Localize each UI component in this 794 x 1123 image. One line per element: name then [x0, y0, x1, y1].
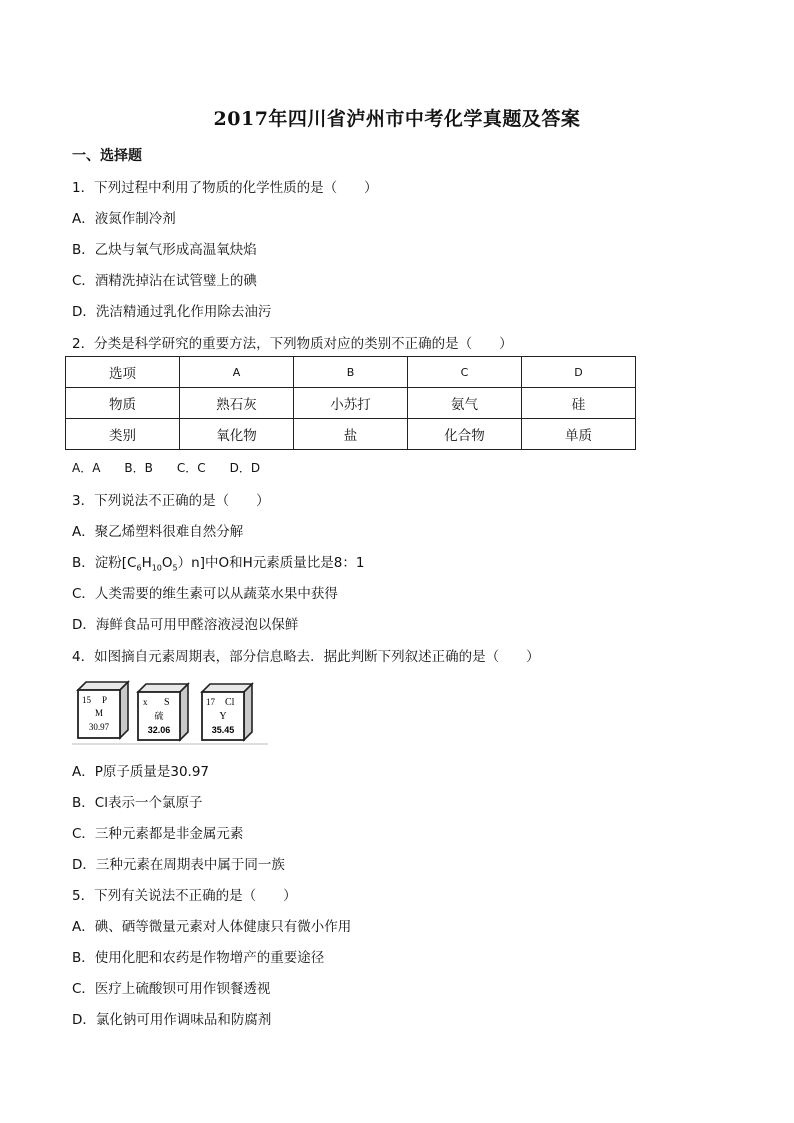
- q4-option-c: C．三种元素都是非金属元素: [72, 826, 244, 842]
- q3-option-b: [72, 551, 364, 573]
- cube-atomic-number: 17: [206, 697, 215, 707]
- q1-option-d: D．洗洁精通过乳化作用除去油污: [72, 304, 272, 320]
- q5-option-c: C．医疗上硫酸钡可用作钡餐透视: [72, 981, 271, 997]
- table-cell: D: [522, 357, 636, 388]
- table-cell: 小苏打: [294, 388, 408, 419]
- table-cell: 硅: [522, 388, 636, 419]
- subscript: 10: [151, 563, 162, 573]
- table-cell: 氨气: [408, 388, 522, 419]
- table-cell: 物质: [66, 388, 180, 419]
- formula-element: H: [141, 555, 152, 571]
- page-title: 2017年四川省泸州市中考化学真题及答案: [213, 108, 581, 130]
- q4-option-a: A．P原子质量是30.97: [72, 764, 210, 780]
- cube-name: 硫: [154, 712, 164, 722]
- q1-option-a: A．液氮作制冷剂: [72, 211, 176, 227]
- cube-symbol: Cl: [225, 697, 235, 708]
- q4-option-b: B．Cl表示一个氯原子: [72, 795, 203, 811]
- table-cell: 氧化物: [180, 419, 294, 450]
- table-cell: B: [294, 357, 408, 388]
- q2-stem: 2．分类是科学研究的重要方法，下列物质对应的类别不正确的是（ ）: [72, 336, 513, 352]
- formula-element: O: [161, 555, 173, 571]
- table-header-row: [66, 357, 636, 388]
- q5-option-a: A．碘、硒等微量元素对人体健康只有微小作用: [72, 919, 352, 935]
- q1-option-c: C．酒精洗掉沾在试管璧上的碘: [72, 273, 257, 289]
- cube-mass: 35.45: [211, 725, 235, 735]
- q3-stem: 3．下列说法不正确的是（ ）: [72, 493, 270, 509]
- table-cell: 化合物: [408, 419, 522, 450]
- q5-stem: 5．下列有关说法不正确的是（ ）: [72, 888, 297, 904]
- q2-answer-choices: A．A B．B C．C D．D: [72, 461, 261, 475]
- q5-option-d: D．氯化钠可用作调味品和防腐剂: [72, 1012, 272, 1028]
- q3-option-b-suffix: ）n]中O和H元素质量比是8：1: [177, 555, 365, 571]
- subscript: 6: [136, 563, 142, 573]
- q3-option-d: D．海鲜食品可用甲醛溶液浸泡以保鲜: [72, 617, 299, 633]
- subscript: 5: [172, 563, 178, 573]
- q1-stem: 1．下列过程中利用了物质的化学性质的是（ ）: [72, 180, 378, 196]
- table-cell: 选项: [66, 357, 180, 388]
- cube-symbol: S: [164, 697, 170, 708]
- q4-stem: 4．如图摘自元素周期表，部分信息略去．据此判断下列叙述正确的是（ ）: [72, 649, 540, 665]
- cube-atomic-number: x: [143, 697, 148, 707]
- q5-option-b: B．使用化肥和农药是作物增产的重要途径: [72, 950, 325, 966]
- table-cell: 盐: [294, 419, 408, 450]
- classification-table: [65, 356, 636, 450]
- table-cell: 熟石灰: [180, 388, 294, 419]
- table-cell: A: [180, 357, 294, 388]
- periodic-table-cubes-figure: [72, 678, 268, 748]
- element-cube-p: [78, 682, 128, 738]
- cube-name: Y: [219, 711, 227, 722]
- q3-option-c: C．人类需要的维生素可以从蔬菜水果中获得: [72, 586, 338, 602]
- q4-option-d: D．三种元素在周期表中属于同一族: [72, 857, 285, 873]
- q3-option-a: A．聚乙烯塑料很难自然分解: [72, 524, 244, 540]
- table-cell: 类别: [66, 419, 180, 450]
- table-row: [66, 388, 636, 419]
- table-cell: C: [408, 357, 522, 388]
- cube-mass: 32.06: [147, 725, 171, 735]
- element-cube-s: [138, 684, 188, 740]
- cube-mass: 30.97: [88, 722, 110, 732]
- element-cube-cl: [202, 684, 252, 740]
- cube-atomic-number: 15: [82, 695, 91, 705]
- cube-name: M: [94, 708, 104, 718]
- cube-symbol: P: [102, 695, 108, 705]
- table-cell: 单质: [522, 419, 636, 450]
- q3-option-b-text: B．淀粉[C: [72, 555, 137, 571]
- section-heading: 一、选择题: [72, 148, 142, 164]
- table-row: [66, 419, 636, 450]
- q1-option-b: B．乙炔与氧气形成高温氧炔焰: [72, 242, 257, 258]
